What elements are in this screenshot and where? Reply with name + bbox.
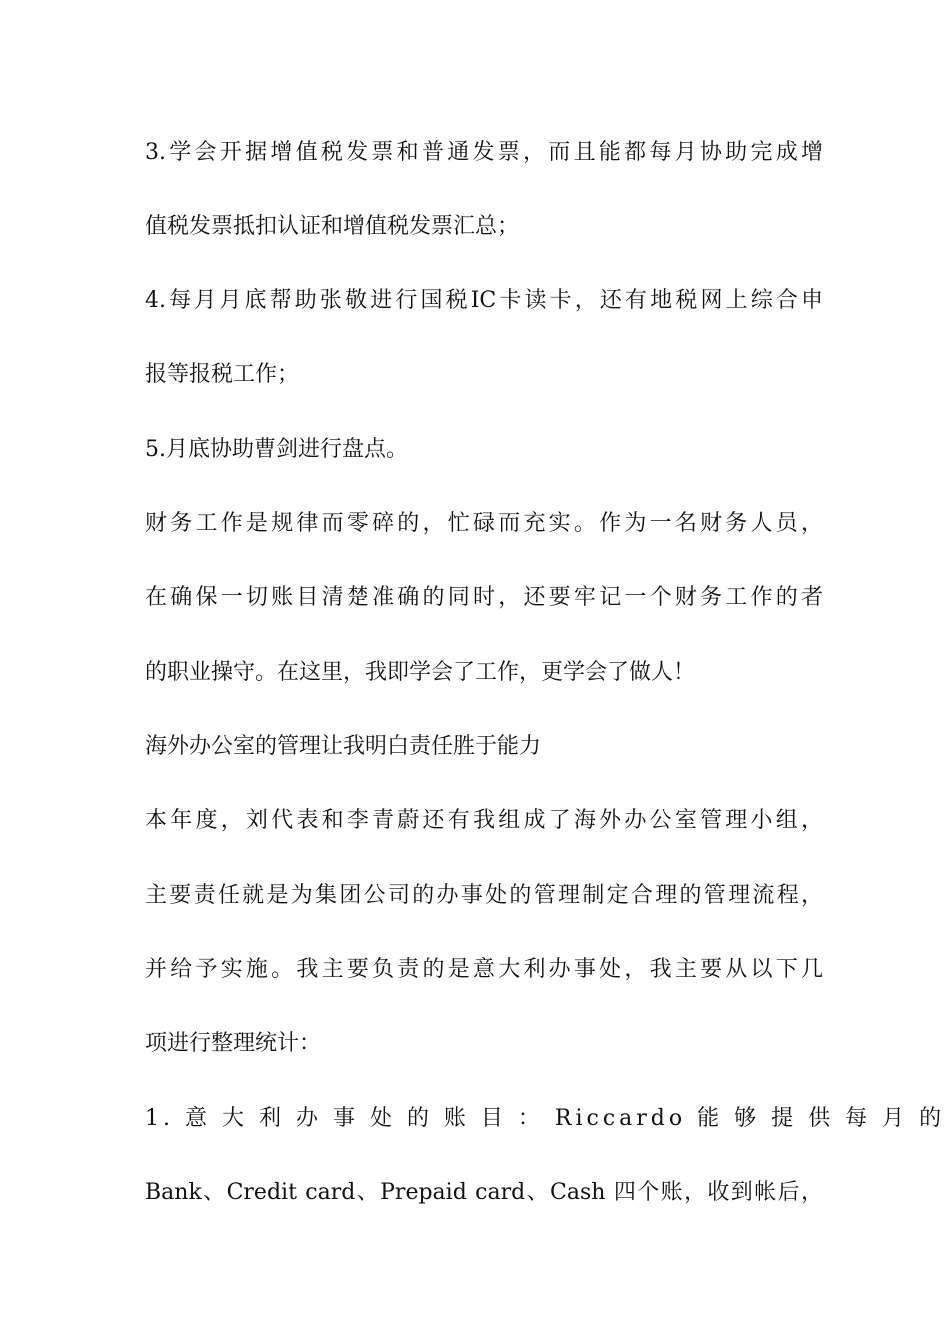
- text-line-5: 5.月底协助曹剑进行盘点。: [145, 437, 408, 462]
- text-line-3: 4.每月月底帮助张敬进行国税IC卡读卡，还有地税网上综合申: [145, 288, 823, 313]
- text-line-15: Bank、Credit card、Prepaid card、Cash 四个账，收到帐后，: [145, 1180, 823, 1205]
- text-line-12: 并给予实施。我主要负责的是意大利办事处，我主要从以下几: [145, 957, 823, 982]
- text-line-10: 本年度，刘代表和李青蔚还有我组成了海外办公室管理小组，: [145, 808, 823, 833]
- text-line-2: 值税发票抵扣认证和增值税发票汇总；: [145, 214, 520, 239]
- text-line-13: 项进行整理统计：: [145, 1031, 322, 1056]
- text-line-7: 在确保一切账目清楚准确的同时，还要牢记一个财务工作的者: [145, 585, 823, 610]
- text-line-6: 财务工作是规律而零碎的，忙碌而充实。作为一名财务人员，: [145, 511, 823, 536]
- text-line-11: 主要责任就是为集团公司的办事处的管理制定合理的管理流程，: [145, 883, 823, 908]
- section-heading: 海外办公室的管理让我明白责任胜于能力: [145, 734, 542, 759]
- text-line-14: 1. 意 大 利 办 事 处 的 账 目 ： Riccardo 能 够 提 供 每 月 的: [145, 1106, 946, 1131]
- text-line-4: 报等报税工作；: [145, 362, 300, 387]
- text-line-1: 3.学会开据增值税发票和普通发票，而且能都每月协助完成增: [145, 140, 823, 165]
- text-line-8: 的职业操守。在这里，我即学会了工作，更学会了做人！: [145, 660, 696, 685]
